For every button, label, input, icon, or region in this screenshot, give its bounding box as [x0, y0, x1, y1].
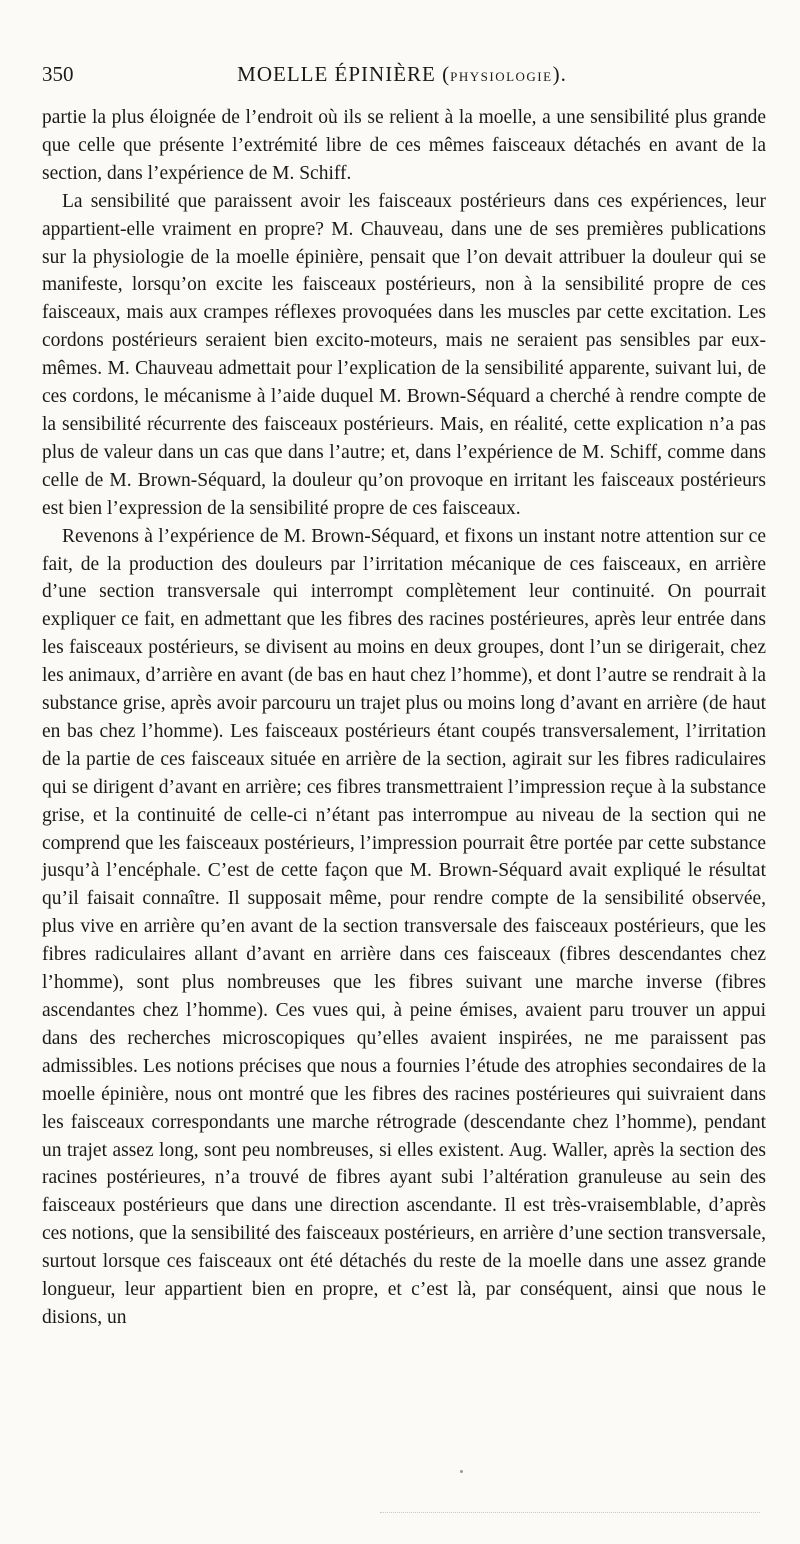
- page-number: 350: [42, 62, 74, 86]
- running-title-end: ).: [552, 62, 567, 86]
- page-header: [42, 60, 762, 92]
- footer-speck: [460, 1470, 463, 1473]
- running-title-main: MOELLE ÉPINIÈRE (: [237, 62, 451, 86]
- paragraph-3: Revenons à l’expérience de M. Brown-Séquard, et fixons un instant notre attention sur ce fait, de la production des douleurs par l’irritation mécanique de ces faisceaux, en arrière d’une section transversale qui interrompt complètement leur continuité. On pourrait expliquer ce fait, en admettant que les fibres des racines postérieures, après leur entrée dans les faisceaux postérieurs, se divisent au moins en deux groupes, dont l’un se dirigerait, chez les animaux, d’arrière en avant (de bas en haut chez l’homme), et dont l’autre se rendrait à la substance grise, après avoir parcouru un trajet plus ou moins long d’avant en arrière (de haut en bas chez l’homme). Les faisceaux postérieurs étant coupés transversalement, l’irritation de la partie de ces faisceaux située en arrière de la section, agirait sur les fibres radiculaires qui se dirigent d’avant en arrière; ces fibres transmettraient l’impression reçue à la substance grise, et la continuité de celle-ci n’étant pas interrompue au niveau de la section qui ne comprend que les faisceaux postérieurs, l’impression pourrait être portée par cette substance jusqu’à l’encéphale. C’est de cette façon que M. Brown-Séquard avait expliqué le résultat qu’il faisait connaître. Il supposait même, pour rendre compte de la sensibilité observée, plus vive en arrière qu’en avant de la section transversale des faisceaux postérieurs, que les fibres radiculaires allant d’avant en arrière dans ces faisceaux (fibres descendantes chez l’homme), sont plus nombreuses que les fibres suivant une marche inverse (fibres ascendantes chez l’homme). Ces vues qui, à peine émises, avaient paru trouver un appui dans des recherches microscopiques qu’elles avaient inspirées, ne me paraissent pas admissibles. Les notions précises que nous a fournies l’étude des atrophies secondaires de la moelle épinière, nous ont montré que les fibres des racines postérieures qui suivraient dans les faisceaux correspondants une marche rétrograde (descendante chez l’homme), pendant un trajet assez long, sont peu nombreuses, si elles existent. Aug. Waller, après la section des racines postérieures, n’a trouvé de fibres ayant subi l’altération granuleuse au sein des faisceaux postérieurs que dans une direction ascendante. Il est très-vraisemblable, d’après ces notions, que la sensibilité des faisceaux postérieurs, en arrière d’une section transversale, surtout lorsque ces faisceaux ont été détachés du reste de la moelle dans une assez grande longueur, leur appartient bien en propre, et c’est là, par conséquent, ainsi que nous le disions, un: [42, 525, 766, 1328]
- paragraph-1: partie la plus éloignée de l’endroit où ils se relient à la moelle, a une sensibilité plus grande que celle que présente l’extrémité libre de ces mêmes faisceaux détachés en avant de la section, dans l’expérience de M. Schiff.: [42, 107, 766, 184]
- paragraph-2: La sensibilité que paraissent avoir les faisceaux postérieurs dans ces expériences, leur appartient-elle vraiment en propre? M. Chauveau, dans une de ses premières publications sur la physiologie de la moelle épinière, pensait que l’on devait attribuer la douleur qui se manifeste, lorsqu’on excite les faisceaux postérieurs, non à la sensibilité propre de ces faisceaux, mais aux crampes réflexes provoquées dans les muscles par cette excitation. Les cordons postérieurs seraient bien excito-moteurs, mais ne seraient pas sensibles par eux-mêmes. M. Chauveau admettait pour l’explication de la sensibilité apparente, suivant lui, de ces cordons, le mécanisme à l’aide duquel M. Brown-Séquard a cherché à rendre compte de la sensibilité récurrente des faisceaux postérieurs. Mais, en réalité, cette explication n’a pas plus de valeur dans un cas que dans l’autre; et, dans l’expérience de M. Schiff, comme dans celle de M. Brown-Séquard, la douleur qu’on provoque en irritant les faisceaux postérieurs est bien l’expression de la sensibilité propre de ces faisceaux.: [42, 190, 766, 519]
- body-text: [42, 104, 766, 1332]
- running-title-small-caps: PHYSIOLOGIE: [450, 69, 553, 84]
- footer-faint-rule: [380, 1512, 760, 1513]
- running-title: [42, 62, 762, 87]
